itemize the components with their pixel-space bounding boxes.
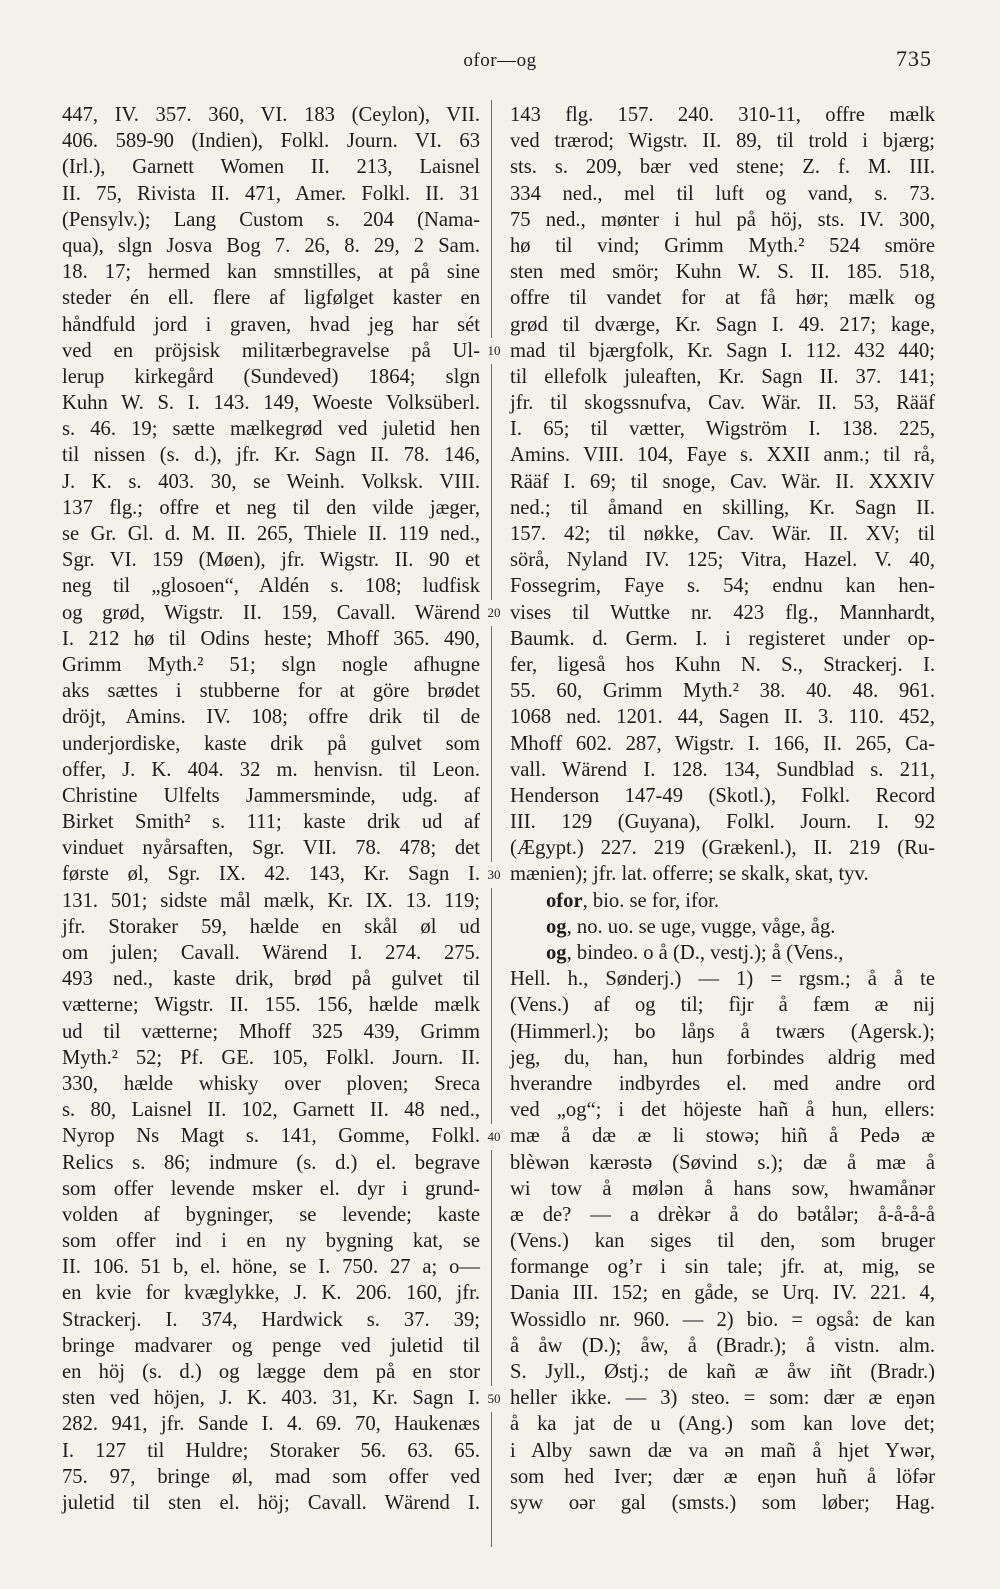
line-number-marker: 40: [483, 1124, 505, 1150]
text-line: J. K. s. 403. 30, se Weinh. Volksk. VIII.: [62, 470, 480, 493]
text-line: mænien); jfr. lat. offerre; se skalk, skat, tyv.: [510, 863, 869, 886]
text-line: III. 129 (Guyana), Folkl. Journ. I. 92: [510, 811, 935, 834]
text-line: som offer levende msker el. dyr i grund-: [62, 1177, 480, 1200]
text-line: Nyrop Ns Magt s. 141, Gomme, Folkl.: [62, 1125, 480, 1148]
text-line: 75. 97, bringe øl, mad som offer ved: [62, 1465, 480, 1488]
text-line: Hell. h., Sønderj.) — 1) = rgsm.; å å te: [510, 968, 935, 991]
text-line: neg til „glosoen“, Aldén s. 108; ludfisk: [62, 575, 480, 598]
text-line: wi tow å mølən å hans sow, hwamånər: [510, 1177, 935, 1200]
text-line: jfr. til skogssnufva, Cav. Wär. II. 53, Rääf: [510, 392, 935, 415]
text-line: som offer ind i en ny bygning kat, se: [62, 1230, 480, 1253]
text-line: 447, IV. 357. 360, VI. 183 (Ceylon), VII.: [62, 104, 480, 126]
text-line: hverandre indbyrdes el. med andre ord: [510, 1072, 935, 1095]
line-number-marker: 10: [483, 338, 505, 364]
headword: og: [546, 915, 567, 938]
text-line: som hed Iver; dær æ eŋən huñ å löfər: [510, 1465, 935, 1488]
text-line: I. 127 til Huldre; Storaker 56. 63. 65.: [62, 1439, 480, 1462]
text-line: første øl, Sgr. IX. 42. 143, Kr. Sagn I.: [62, 863, 480, 886]
text-line: 137 flg.; offre et neg til den vilde jæger,: [62, 496, 480, 519]
text-line: til nissen (s. d.), jfr. Kr. Sagn II. 78. 146,: [62, 444, 480, 467]
text-line: mæ å dæ æ li stowə; hiñ å Pedə æ: [510, 1125, 935, 1148]
text-line: (Ægypt.) 227. 219 (Grækenl.), II. 219 (Ru-: [510, 837, 935, 860]
text-line: (Pensylv.); Lang Custom s. 204 (Nama-: [62, 208, 480, 231]
text-line: Rääf I. 69; til snoge, Cav. Wär. II. XXXIV: [510, 470, 935, 493]
text-line: ved „og“; i det höjeste hañ å hun, ellers:: [510, 1099, 935, 1122]
text-line: blèwən kærəstə (Søvind s.); dæ å mæ å: [510, 1151, 935, 1174]
text-line: om julen; Cavall. Wärend I. 274. 275.: [62, 942, 480, 964]
text-line: 131. 501; sidste mål mælk, Kr. IX. 13. 119;: [62, 889, 480, 912]
text-line: offre til vandet for at få hør; mælk og: [510, 287, 935, 310]
text-line: håndfuld jord i graven, hvad jeg har sét: [62, 313, 480, 336]
page-number: 735: [896, 46, 932, 71]
text-line: Fossegrim, Faye s. 54; endnu kan hen-: [510, 575, 935, 598]
text-line: sts. s. 209, bær ved stene; Z. f. M. III.: [510, 156, 935, 179]
text-line: i Alby sawn dæ va ən mañ å hjet Ywər,: [510, 1439, 935, 1462]
text-line: jeg, du, han, hun forbindes aldrig med: [510, 1046, 935, 1069]
text-line: og grød, Wigstr. II. 159, Cavall. Wärend: [62, 601, 480, 624]
text-line: Dania III. 152; en gåde, se Urq. IV. 221. 4,: [510, 1282, 935, 1305]
text-line: sten med smör; Kuhn W. S. II. 185. 518,: [510, 261, 935, 284]
text-line: ofor, bio. se for, ifor.: [546, 889, 720, 912]
text-line: 18. 17; hermed kan smnstilles, at på sine: [62, 261, 480, 284]
text-line: sörå, Nyland IV. 125; Vitra, Hazel. V. 40,: [510, 549, 935, 572]
running-header: ofor—og: [463, 50, 537, 71]
text-line: (Irl.), Garnett Women II. 213, Laisnel: [62, 156, 480, 179]
text-line: en kvie for kvæglykke, J. K. 206. 160, jfr.: [62, 1282, 480, 1305]
text-line: en höj (s. d.) og lægge dem på en stor: [62, 1361, 480, 1383]
text-line: Wossidlo nr. 960. — 2) bio. = også: de kan: [510, 1308, 935, 1331]
text-line: underjordiske, kaste drik på gulvet som: [62, 732, 480, 755]
text-line: Birket Smith² s. 111; kaste drik ud af: [62, 811, 480, 834]
text-line: heller ikke. — 3) steo. = som: dær æ eŋən: [510, 1387, 935, 1410]
text-line: 406. 589-90 (Indien), Folkl. Journ. VI. 63: [62, 130, 480, 153]
right-column: [510, 102, 935, 1516]
text-line: juletid til sten el. höj; Cavall. Wärend I.: [62, 1491, 480, 1514]
text-line: (Vens.) kan siges til den, som bruger: [510, 1230, 935, 1253]
text-line: offer, J. K. 404. 32 m. henvisn. til Leon.: [62, 758, 480, 781]
text-line: qua), slgn Josva Bog 7. 26, 8. 29, 2 Sam.: [62, 234, 480, 257]
text-line: I. 65; til vætter, Wigström I. 138. 225,: [510, 418, 935, 441]
text-line: syw oər gal (smsts.) som løber; Hag.: [510, 1491, 935, 1514]
text-line: 143 flg. 157. 240. 310-11, offre mælk: [510, 104, 935, 126]
text-line: lerup kirkegård (Sundeved) 1864; slgn: [62, 365, 480, 388]
text-line: aks sættes i stubberne for at göre brødet: [62, 680, 480, 703]
text-line: å åw (D.); åw, å (Bradr.); å vistn. alm.: [510, 1334, 935, 1357]
text-line: (Vens.) af og til; fìjr å fæm æ nij: [510, 994, 935, 1017]
text-line: Amins. VIII. 104, Faye s. XXII anm.; til rå,: [510, 444, 935, 467]
text-line: mad til bjærgfolk, Kr. Sagn I. 112. 432 440;: [510, 339, 935, 362]
text-line: Strackerj. I. 374, Hardwick s. 37. 39;: [62, 1308, 480, 1331]
text-line: ved trærod; Wigstr. II. 89, til trold i bjærg;: [510, 130, 935, 153]
text-line: Christine Ulfelts Jammersminde, udg. af: [62, 784, 480, 807]
text-line: 1068 ned. 1201. 44, Sagen II. 3. 110. 452,: [510, 706, 935, 729]
text-line: å ka jat de u (Ang.) som kan love det;: [510, 1413, 935, 1436]
text-line: 157. 42; til nøkke, Cav. Wär. II. XV; til: [510, 523, 935, 545]
text-line: 493 ned., kaste drik, brød på gulvet til: [62, 968, 480, 991]
line-number-marker: 50: [483, 1386, 505, 1412]
text-line: vinduet nyårsaften, Sgr. VII. 78. 478; det: [62, 837, 480, 860]
text-line: Sgr. VI. 159 (Møen), jfr. Wigstr. II. 90 et: [62, 549, 480, 572]
text-line: jfr. Storaker 59, hælde en skål øl ud: [62, 915, 480, 938]
column-divider: [491, 100, 492, 1547]
text-line: 55. 60, Grimm Myth.² 38. 40. 48. 961.: [510, 680, 935, 703]
text-line: Grimm Myth.² 51; slgn nogle afhugne: [62, 653, 480, 676]
text-line: S. Jyll., Østj.; de kañ æ åw iñt (Bradr.): [510, 1361, 935, 1383]
headword: og: [546, 942, 567, 964]
line-number-marker: 30: [483, 862, 505, 888]
text-line: æ de? — a drèkər å do bətålər; å-å-å-å: [510, 1203, 935, 1226]
text-line: s. 46. 19; sætte mælkegrød ved juletid hen: [62, 418, 480, 441]
text-line: 334 ned., mel til luft og vand, s. 73.: [510, 182, 935, 205]
text-line: hø til vind; Grimm Myth.² 524 smöre: [510, 234, 935, 257]
text-line: og, no. uo. se uge, vugge, våge, åg.: [546, 915, 836, 938]
text-line: sten ved höjen, J. K. 403. 31, Kr. Sagn I.: [62, 1387, 480, 1410]
text-line: vætterne; Wigstr. II. 155. 156, hælde mælk: [62, 994, 480, 1017]
text-line: 75 ned., mønter i hul på höj, sts. IV. 300,: [510, 208, 935, 231]
text-line: Henderson 147-49 (Skotl.), Folkl. Record: [510, 784, 935, 807]
text-line: ved en pröjsisk militærbegravelse på Ul-: [62, 339, 480, 362]
text-line: og, bindeo. o å (D., vestj.); å (Vens.,: [546, 942, 844, 964]
text-line: vises til Wuttke nr. 423 flg., Mannhardt,: [510, 601, 935, 624]
text-line: se Gr. Gl. d. M. II. 265, Thiele II. 119 ned.,: [62, 523, 480, 545]
text-line: ud til vætterne; Mhoff 325 439, Grimm: [62, 1020, 480, 1043]
text-line: II. 106. 51 b, el. höne, se I. 750. 27 a; o—: [62, 1256, 480, 1279]
line-number-marker: 20: [483, 600, 505, 626]
text-line: Relics s. 86; indmure (s. d.) el. begrave: [62, 1151, 480, 1174]
text-line: Kuhn W. S. I. 143. 149, Woeste Volksüberl.: [62, 392, 480, 415]
text-line: 282. 941, jfr. Sande I. 4. 69. 70, Haukenæs: [62, 1413, 480, 1436]
text-line: til ellefolk juleaften, Kr. Sagn II. 37. 141;: [510, 365, 935, 388]
text-line: dröjt, Amins. IV. 108; offre drik til de: [62, 706, 480, 729]
text-line: vall. Wärend I. 128. 134, Sundblad s. 211,: [510, 758, 935, 781]
left-column: [62, 102, 480, 1516]
text-line: ned.; til åmand en skilling, Kr. Sagn II.: [510, 496, 935, 519]
text-line: s. 80, Laisnel II. 102, Garnett II. 48 ned.,: [62, 1099, 480, 1122]
text-line: Myth.² 52; Pf. GE. 105, Folkl. Journ. II.: [62, 1046, 480, 1069]
text-line: fer, ligeså hos Kuhn N. S., Strackerj. I.: [510, 653, 935, 676]
headword: ofor: [546, 889, 583, 912]
text-line: Mhoff 602. 287, Wigstr. I. 166, II. 265, Ca-: [510, 732, 935, 755]
text-line: Baumk. d. Germ. I. i registeret under op-: [510, 627, 935, 650]
text-line: bringe madvarer og penge ved juletid til: [62, 1334, 480, 1357]
text-line: formange og’r i sin tale; jfr. at, mig, se: [510, 1256, 935, 1279]
text-line: 330, hælde whisky over ploven; Sreca: [62, 1072, 480, 1095]
text-line: volden af bygninger, se levende; kaste: [62, 1203, 480, 1226]
text-line: steder én ell. flere af ligfølget kaster en: [62, 287, 480, 310]
text-line: I. 212 hø til Odins heste; Mhoff 365. 490,: [62, 627, 480, 650]
text-line: (Himmerl.); bo låŋs å twærs (Agersk.);: [510, 1020, 935, 1043]
text-line: II. 75, Rivista II. 471, Amer. Folkl. II. 31: [62, 182, 480, 205]
text-line: grød til dværge, Kr. Sagn I. 49. 217; kage,: [510, 313, 935, 336]
